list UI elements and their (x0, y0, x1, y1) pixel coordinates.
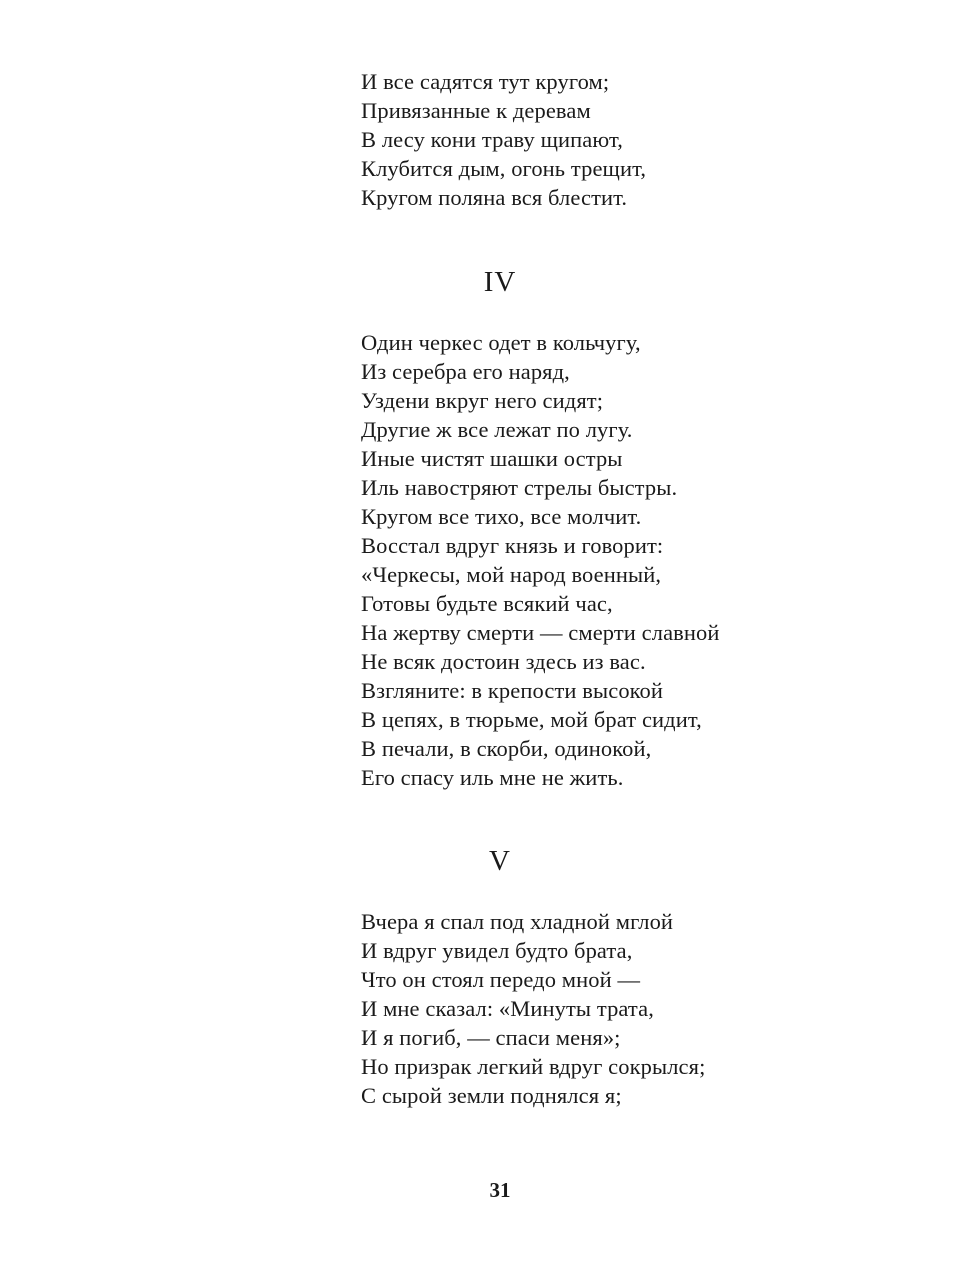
verse-line: В цепях, в тюрьме, мой брат сидит, (361, 707, 702, 732)
stanza-continued (361, 67, 646, 212)
verse-line: Но призрак легкий вдруг сокрылся; (361, 1054, 706, 1079)
verse-line: Другие ж все лежат по лугу. (361, 417, 633, 442)
stanza-iv (361, 328, 720, 792)
verse-line: Кругом все тихо, все молчит. (361, 504, 642, 529)
verse-line: Взгляните: в крепости высокой (361, 678, 664, 703)
verse-line: И я погиб, — спаси меня»; (361, 1025, 621, 1050)
verse-line: На жертву смерти — смерти славной (361, 620, 720, 645)
verse-line: Его спасу иль мне не жить. (361, 765, 624, 790)
page-number: 31 (489, 1178, 511, 1202)
verse-line: И все садятся тут кругом; (361, 69, 610, 94)
verse-line: В лесу кони траву щипают, (361, 127, 623, 152)
verse-line: И мне сказал: «Минуты трата, (361, 996, 654, 1021)
verse-line: Один черкес одет в кольчугу, (361, 330, 641, 355)
verse-line: Вчера я спал под хладной мглой (361, 909, 674, 934)
verse-line: Что он стоял передо мной — (361, 967, 641, 992)
verse-line: С сырой земли поднялся я; (361, 1083, 622, 1108)
verse-line: Кругом поляна вся блестит. (361, 185, 628, 210)
verse-line: «Черкесы, мой народ военный, (361, 562, 662, 587)
verse-line: И вдруг увидел будто брата, (361, 938, 633, 963)
verse-line: В печали, в скорби, одинокой, (361, 736, 652, 761)
verse-line: Из серебра его наряд, (361, 359, 570, 384)
verse-line: Не всяк достоин здесь из вас. (361, 649, 646, 674)
verse-line: Уздени вкруг него сидят; (361, 388, 604, 413)
verse-line: Иль навостряют стрелы быстры. (361, 475, 678, 500)
verse-line: Иные чистят шашки остры (361, 446, 623, 471)
section-heading-v: V (489, 845, 511, 877)
verse-line: Восстал вдруг князь и говорит: (361, 533, 664, 558)
verse-line: Клубится дым, огонь трещит, (361, 156, 647, 181)
stanza-v (361, 907, 705, 1110)
verse-line: Привязанные к деревам (361, 98, 591, 123)
section-heading-iv: IV (483, 266, 517, 298)
verse-line: Готовы будьте всякий час, (361, 591, 613, 616)
